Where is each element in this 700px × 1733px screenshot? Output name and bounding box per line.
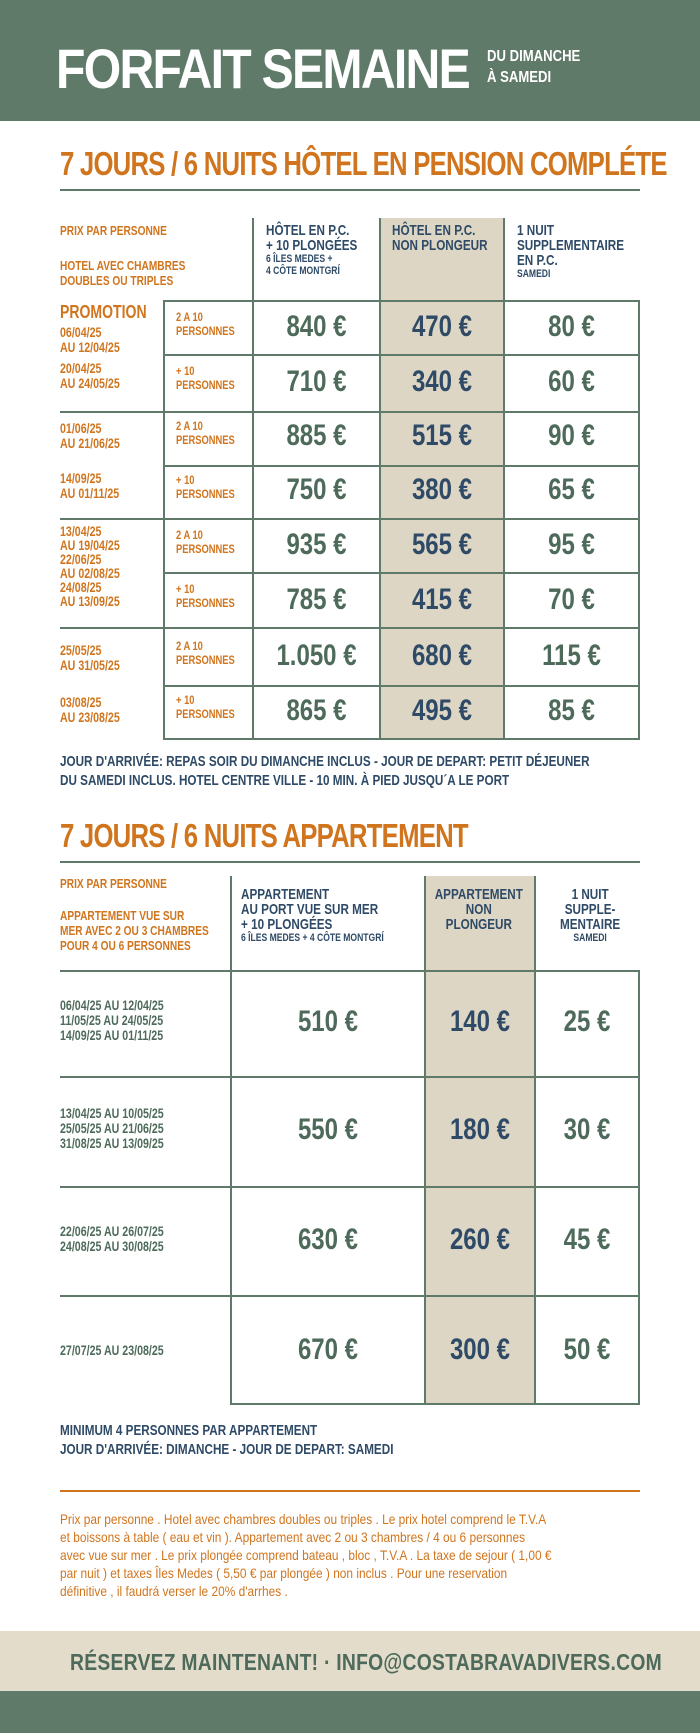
date-line: 20/04/25 <box>60 360 102 376</box>
hotel-col-extra-night-header <box>517 223 624 280</box>
header-line: PLONGEUR <box>445 916 512 933</box>
header-line: MENTAIRE <box>559 916 621 933</box>
footer-bar <box>0 1691 700 1733</box>
date-line: 01/06/25 <box>60 420 102 436</box>
grid-line <box>424 876 426 1404</box>
header-line: HÔTEL EN P.C. <box>392 222 476 239</box>
fine-print-line: avec vue sur mer . Le prix plongée comprend bateau , bloc , T.V.A . La taxe de sejour ( 1,00 € <box>60 1547 552 1563</box>
price-diver: 885 € <box>286 419 347 452</box>
note-line: DU SAMEDI INCLUS. HOTEL CENTRE VILLE - 10 MIN. À PIED JUSQU´A LE PORT <box>60 772 510 789</box>
date-line: AU 02/08/25 <box>60 565 120 581</box>
grid-line <box>379 218 381 740</box>
header-line: NON PLONGEUR <box>392 237 488 254</box>
group-large-label: + 10 PERSONNES <box>176 582 235 610</box>
apt-price-non-diver: 140 € <box>449 1005 511 1038</box>
date-line: AU 19/04/25 <box>60 537 120 553</box>
subtitle-line: DU DIMANCHE <box>487 48 581 65</box>
header-line: NON <box>465 901 492 918</box>
date-line: AU 31/05/25 <box>60 657 120 673</box>
header-line: SUPPLEMENTAIRE <box>517 237 625 254</box>
subtitle-line: À SAMEDI <box>487 69 552 86</box>
price-non-diver: 470 € <box>411 310 473 343</box>
grid-line <box>163 300 640 302</box>
apt-price-diver: 670 € <box>297 1333 359 1366</box>
date-line: 13/04/25 <box>60 523 102 539</box>
header-line: 6 ÎLES MEDES + <box>266 253 333 265</box>
group-small-label: 2 A 10 PERSONNES <box>176 639 235 667</box>
grid-line <box>60 1295 640 1297</box>
price-extra-night: 65 € <box>548 473 595 506</box>
fine-print-line: et boissons à table ( eau et vin ). Appartement avec 2 ou 3 chambres / 4 ou 6 personnes <box>60 1529 526 1545</box>
grid-line <box>638 300 640 740</box>
date-line: 06/04/25 <box>60 324 102 340</box>
hotel-title-rule <box>60 189 640 191</box>
label-line: HOTEL AVEC CHAMBRES <box>60 258 186 273</box>
apt-price-extra-night: 45 € <box>563 1223 611 1256</box>
page-title: FORFAIT SEMAINE <box>56 37 470 100</box>
grid-line <box>534 876 536 1404</box>
date-line: AU 01/11/25 <box>60 485 120 501</box>
apartment-section-title: 7 JOURS / 6 NUITS APPARTEMENT <box>60 817 468 854</box>
apt-price-non-diver: 300 € <box>449 1333 511 1366</box>
period-dates <box>60 643 120 725</box>
grid-line <box>230 876 232 1404</box>
grid-line <box>163 354 640 356</box>
header-line: APPARTEMENT <box>434 886 523 903</box>
header-line: HÔTEL EN P.C. <box>266 222 350 239</box>
date-line: AU 12/04/25 <box>60 339 120 355</box>
grid-line <box>60 518 640 520</box>
grid-line <box>163 572 640 574</box>
apartment-note <box>60 1421 393 1459</box>
header-line: SAMEDI <box>517 268 551 280</box>
date-line: 24/08/25 AU 30/08/25 <box>60 1238 164 1254</box>
header-line: 1 NUIT <box>517 222 555 239</box>
booking-contact-text[interactable]: RÉSERVEZ MAINTENANT! · INFO@COSTABRAVADIVERS.COM <box>70 1649 662 1675</box>
price-extra-night: 115 € <box>542 639 601 672</box>
group-small-label: 2 A 10 PERSONNES <box>176 528 235 556</box>
price-non-diver: 495 € <box>411 694 473 727</box>
date-line: 25/05/25 <box>60 642 102 658</box>
apartment-col-non-diver-header <box>432 887 526 932</box>
header-line: 1 NUIT <box>571 886 609 903</box>
price-non-diver: 680 € <box>411 639 473 672</box>
price-diver: 785 € <box>286 583 347 616</box>
date-line: 27/07/25 AU 23/08/25 <box>60 1342 164 1358</box>
date-line: AU 21/06/25 <box>60 435 120 451</box>
date-line: 25/05/25 AU 21/06/25 <box>60 1120 164 1136</box>
price-extra-night: 90 € <box>548 419 595 452</box>
date-line: 14/09/25 <box>60 470 102 486</box>
apartment-col-extra-night-header <box>555 887 625 944</box>
apt-price-diver: 630 € <box>297 1223 359 1256</box>
fine-print-line: par nuit ) et taxes Îles Medes ( 5,50 € par plongée ) non inclus . Pour une reservation <box>60 1565 508 1581</box>
grid-line <box>163 738 640 740</box>
date-line: 13/04/25 AU 10/05/25 <box>60 1105 164 1121</box>
apartment-price-label: PRIX PAR PERSONNE <box>60 876 167 891</box>
header-line: + 10 PLONGÉES <box>266 237 358 254</box>
promotion-label: PROMOTION <box>60 302 147 322</box>
hotel-rooms-label <box>60 258 185 288</box>
hotel-note <box>60 752 590 790</box>
note-line: JOUR D'ARRIVÉE: DIMANCHE - JOUR DE DEPART: SAMEDI <box>60 1441 394 1458</box>
price-diver: 935 € <box>286 528 347 561</box>
price-diver: 1.050 € <box>276 639 357 672</box>
apt-price-extra-night: 50 € <box>563 1333 611 1366</box>
date-line: 31/08/25 AU 13/09/25 <box>60 1135 164 1151</box>
price-non-diver: 415 € <box>411 583 473 616</box>
date-line: AU 23/08/25 <box>60 709 120 725</box>
hotel-col-non-diver-header <box>392 223 488 253</box>
header-line: 6 ÎLES MEDES + 4 CÔTE MONTGRÍ <box>241 932 384 944</box>
price-non-diver: 340 € <box>411 365 473 398</box>
grid-line <box>60 627 640 629</box>
price-non-diver: 565 € <box>411 528 473 561</box>
apartment-period-dates <box>60 1106 164 1151</box>
date-line: 11/05/25 AU 24/05/25 <box>60 1012 164 1028</box>
price-extra-night: 60 € <box>548 365 595 398</box>
price-extra-night: 85 € <box>548 694 595 727</box>
hotel-section-title: 7 JOURS / 6 NUITS HÔTEL EN PENSION COMPLÉTE <box>60 145 667 182</box>
header-line: APPARTEMENT <box>241 886 330 903</box>
group-small-label: 2 A 10 PERSONNES <box>176 419 235 447</box>
label-line: DOUBLES OU TRIPLES <box>60 273 174 288</box>
grid-line <box>60 1076 640 1078</box>
header-banner <box>0 0 700 121</box>
apartment-period-dates <box>60 1224 164 1254</box>
group-large-label: + 10 PERSONNES <box>176 364 235 392</box>
date-line: AU 24/05/25 <box>60 375 120 391</box>
grid-line <box>60 411 640 413</box>
fine-print-line: définitive , il faudrá verser le 20% d'arrhes . <box>60 1583 288 1599</box>
label-line: APPARTEMENT VUE SUR <box>60 908 185 923</box>
date-line: 22/06/25 AU 26/07/25 <box>60 1223 164 1239</box>
apartment-period-dates <box>60 1343 164 1358</box>
header-line: SAMEDI <box>573 932 607 944</box>
page-subtitle <box>487 46 580 88</box>
date-line: 03/08/25 <box>60 694 102 710</box>
apartment-title-rule <box>60 861 640 863</box>
date-line: AU 13/09/25 <box>60 593 120 609</box>
apt-price-non-diver: 180 € <box>449 1113 511 1146</box>
date-line: 24/08/25 <box>60 579 102 595</box>
price-extra-night: 80 € <box>548 310 595 343</box>
hotel-col-diver-header <box>266 223 357 277</box>
header-line: + 10 PLONGÉES <box>241 916 333 933</box>
fine-print <box>60 1510 638 1600</box>
apt-price-extra-night: 30 € <box>563 1113 611 1146</box>
group-small-label: 2 A 10 PERSONNES <box>176 310 235 338</box>
hotel-price-label: PRIX PAR PERSONNE <box>60 223 167 238</box>
price-extra-night: 70 € <box>548 583 595 616</box>
apt-price-diver: 550 € <box>297 1113 359 1146</box>
grid-line <box>503 218 505 740</box>
header-line: AU PORT VUE SUR MER <box>241 901 379 918</box>
period-dates <box>60 325 120 391</box>
label-line: POUR 4 OU 6 PERSONNES <box>60 938 191 953</box>
date-line: 22/06/25 <box>60 551 102 567</box>
label-line: MER AVEC 2 OU 3 CHAMBRES <box>60 923 209 938</box>
period-dates <box>60 524 120 608</box>
fine-print-line: Prix par personne . Hotel avec chambres doubles ou triples . Le prix hotel comprend le T.V.A <box>60 1511 547 1527</box>
grid-line <box>163 465 640 467</box>
period-dates <box>60 421 120 501</box>
price-diver: 840 € <box>286 310 347 343</box>
apartment-col-diver-header <box>241 887 384 944</box>
price-non-diver: 515 € <box>411 419 473 452</box>
grid-line <box>60 970 640 972</box>
apt-price-non-diver: 260 € <box>449 1223 511 1256</box>
price-diver: 865 € <box>286 694 347 727</box>
header-line: EN P.C. <box>517 252 558 269</box>
booking-banner <box>0 1631 700 1691</box>
price-diver: 750 € <box>286 473 347 506</box>
grid-line <box>163 301 165 740</box>
grid-line <box>60 1186 640 1188</box>
note-line: JOUR D'ARRIVÉE: REPAS SOIR DU DIMANCHE INCLUS - JOUR DE DEPART: PETIT DÉJEUNER <box>60 753 590 770</box>
apt-price-extra-night: 25 € <box>563 1005 611 1038</box>
date-line: 06/04/25 AU 12/04/25 <box>60 997 164 1013</box>
price-diver: 710 € <box>286 365 347 398</box>
price-non-diver: 380 € <box>411 473 473 506</box>
group-large-label: + 10 PERSONNES <box>176 473 235 501</box>
price-extra-night: 95 € <box>548 528 595 561</box>
grid-line <box>230 1403 640 1405</box>
note-line: MINIMUM 4 PERSONNES PAR APPARTEMENT <box>60 1422 318 1439</box>
header-line: SUPPLE- <box>564 901 616 918</box>
header-line: 4 CÔTE MONTGRÍ <box>266 265 340 277</box>
apartment-desc-label <box>60 908 209 953</box>
grid-line <box>163 685 640 687</box>
fine-print-rule <box>60 1490 640 1492</box>
group-large-label: + 10 PERSONNES <box>176 693 235 721</box>
apartment-period-dates <box>60 998 164 1043</box>
date-line: 14/09/25 AU 01/11/25 <box>60 1027 164 1043</box>
grid-line <box>252 218 254 740</box>
apt-price-diver: 510 € <box>297 1005 359 1038</box>
